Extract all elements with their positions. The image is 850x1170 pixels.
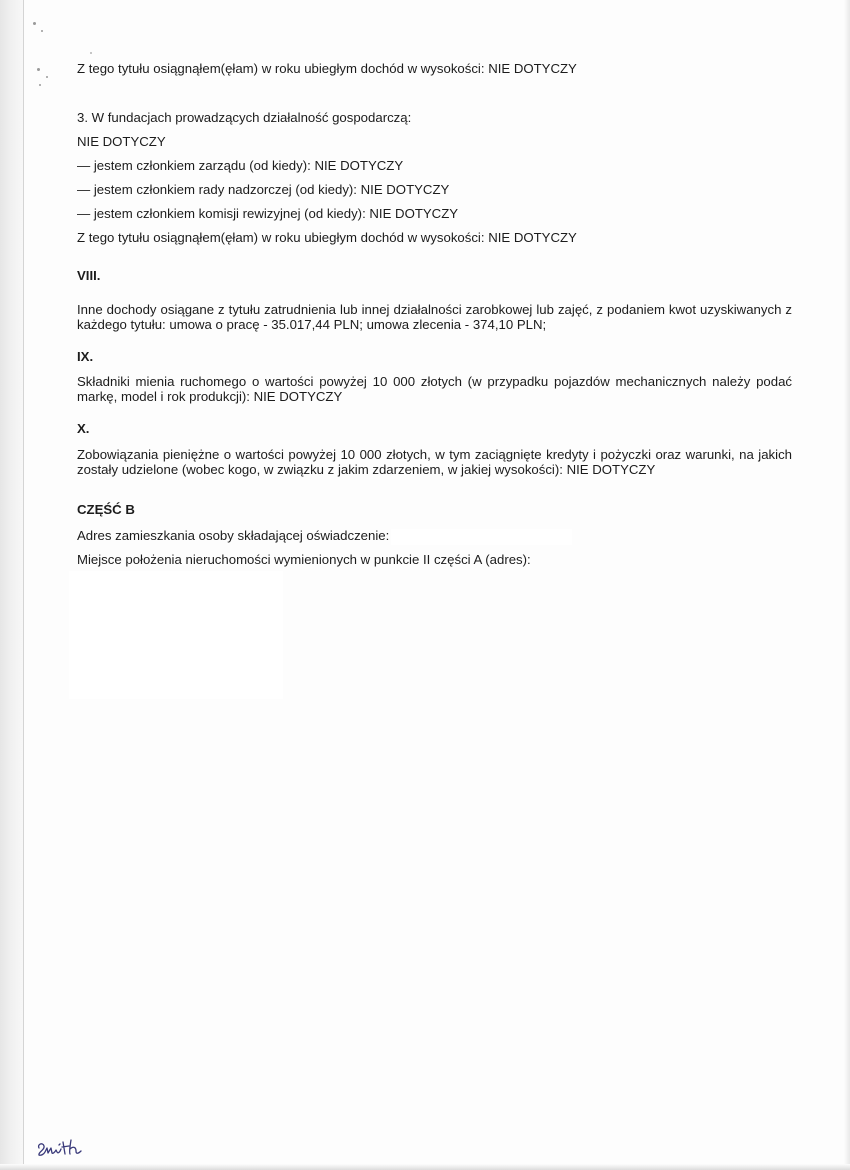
section-viii-text: Inne dochody osiągane z tytułu zatrudnienia lub innej działalności zarobkowej lub zajęć, z podaniem kwot uzyskiwanych z każdego tytułu: umowa o pracę - 35.017,44 PLN; umowa zlecenia - 374,10 PLN; xyxy=(77,302,792,332)
redacted-property-address xyxy=(69,571,283,699)
redacted-address xyxy=(391,529,572,545)
scan-speck xyxy=(46,76,48,78)
part-b-heading: CZĘŚĆ B xyxy=(77,502,135,517)
foundations-heading: 3. W fundacjach prowadzących działalność gospodarczą: xyxy=(77,110,412,125)
page-left-edge-line xyxy=(23,0,24,1170)
scan-speck xyxy=(41,30,43,32)
section-ix-text: Składniki mienia ruchomego o wartości powyżej 10 000 złotych (w przypadku pojazdów mechanicznych należy podać markę, model i rok produkcji): NIE DOTYCZY xyxy=(77,374,792,404)
scan-speck xyxy=(33,22,36,25)
income-previous-year-line-2: Z tego tytułu osiągnąłem(ęłam) w roku ubiegłym dochód w wysokości: NIE DOTYCZY xyxy=(77,230,577,245)
page-left-edge xyxy=(0,0,24,1170)
income-previous-year-line: Z tego tytułu osiągnąłem(ęłam) w roku ubiegłym dochód w wysokości: NIE DOTYCZY xyxy=(77,61,577,76)
board-member-line: — jestem członkiem zarządu (od kiedy): NIE DOTYCZY xyxy=(77,158,404,173)
residence-address-label: Adres zamieszkania osoby składającej oświadczenie: xyxy=(77,528,390,543)
property-location-label: Miejsce położenia nieruchomości wymienionych w punkcie II części A (adres): xyxy=(77,552,531,567)
supervisory-member-line: — jestem członkiem rady nadzorczej (od kiedy): NIE DOTYCZY xyxy=(77,182,450,197)
section-x-heading: X. xyxy=(77,421,90,436)
residence-address-line xyxy=(77,528,572,545)
section-x-text: Zobowiązania pieniężne o wartości powyżej 10 000 złotych, w tym zaciągnięte kredyty i pożyczki oraz warunki, na jakich zostały udzielone (wobec kogo, w związku z jakim zdarzeniem, w jakiej wysokości): NIE DOTYCZY xyxy=(77,447,792,477)
scan-speck xyxy=(39,84,41,86)
section-viii-heading: VIII. xyxy=(77,268,101,283)
handwritten-signature xyxy=(35,1136,95,1160)
audit-member-line: — jestem członkiem komisji rewizyjnej (od kiedy): NIE DOTYCZY xyxy=(77,206,459,221)
foundations-value: NIE DOTYCZY xyxy=(77,134,166,149)
scan-speck xyxy=(37,68,40,71)
page-bottom-edge xyxy=(0,1164,850,1170)
section-ix-heading: IX. xyxy=(77,349,94,364)
scan-speck xyxy=(90,52,92,54)
page-right-edge xyxy=(844,0,850,1170)
